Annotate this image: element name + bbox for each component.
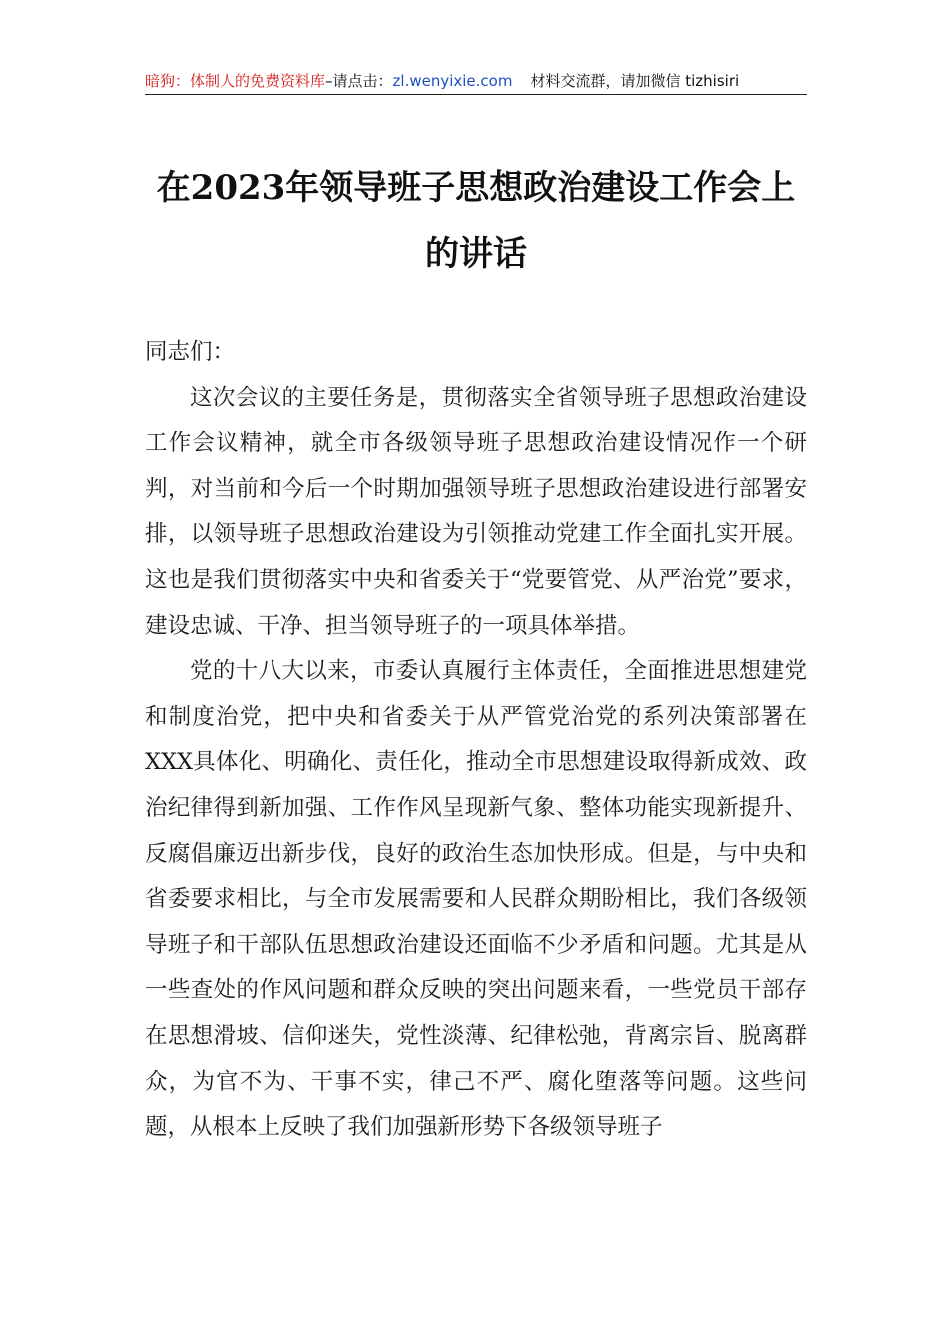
header-group-note: 材料交流群，请加微信 tizhisiri bbox=[530, 72, 740, 90]
header-url-link[interactable]: zl.wenyixie.com bbox=[392, 72, 513, 90]
page-header bbox=[145, 70, 807, 92]
header-prompt: –请点击： bbox=[325, 72, 393, 90]
title-line-2: 的讲话 bbox=[425, 234, 527, 274]
paragraph-2: 党的十八大以来，市委认真履行主体责任，全面推进思想建党和制度治党，把中央和省委关于从严管党治党的系列决策部署在XXX具体化、明确化、责任化，推动全市思想建设取得新成效、政治纪律得到新加强、工作作风呈现新气象、整体功能实现新提升、反腐倡廉迈出新步伐，良好的政治生态加快形成。但是，与中央和省委要求相比，与全市发展需要和人民群众期盼相比，我们各级领导班子和干部队伍思想政治建设还面临不少矛盾和问题。尤其是从一些查处的作风问题和群众反映的突出问题来看，一些党员干部存在思想滑坡、信仰迷失，党性淡薄、纪律松弛，背离宗旨、脱离群众，为官不为、干事不实，律己不严、腐化堕落等问题。这些问题，从根本上反映了我们加强新形势下各级领导班子 bbox=[145, 658, 807, 1141]
salutation: 同志们： bbox=[145, 339, 236, 365]
title-line-1: 在2023年领导班子思想政治建设工作会上 bbox=[156, 168, 796, 208]
header-divider bbox=[145, 94, 807, 95]
header-brand: 暗狗：体制人的免费资料库 bbox=[145, 72, 326, 90]
paragraph-1: 这次会议的主要任务是，贯彻落实全省领导班子思想政治建设工作会议精神，就全市各级领导班子思想政治建设情况作一个研判，对当前和今后一个时期加强领导班子思想政治建设进行部署安排，以领导班子思想政治建设为引领推动党建工作全面扎实开展。这也是我们贯彻落实中央和省委关于“党要管党、从严治党”要求，建设忠诚、干净、担当领导班子的一项具体举措。 bbox=[145, 384, 807, 639]
page-title bbox=[145, 155, 807, 287]
document-body bbox=[145, 330, 807, 1151]
